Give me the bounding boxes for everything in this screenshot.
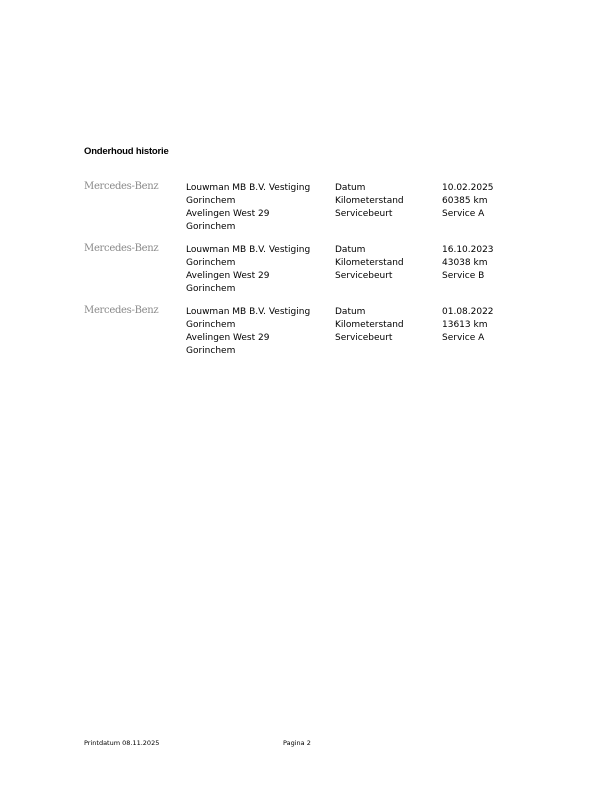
dealer-city: Gorinchem xyxy=(186,346,236,356)
service-value: Service B xyxy=(442,271,485,281)
date-value: 10.02.2025 xyxy=(442,183,494,193)
service-entry xyxy=(84,243,524,299)
dealer-branch: Gorinchem xyxy=(186,258,236,268)
field-values xyxy=(442,244,494,283)
date-value: 01.08.2022 xyxy=(442,307,494,317)
dealer-address xyxy=(186,182,310,234)
service-entry xyxy=(84,305,524,361)
mileage-value: 43038 km xyxy=(442,258,488,268)
dealer-street: Avelingen West 29 xyxy=(186,333,270,343)
dealer-city: Gorinchem xyxy=(186,222,236,232)
date-label: Datum xyxy=(335,183,366,193)
section-title: Onderhoud historie xyxy=(84,146,169,157)
field-values xyxy=(442,306,494,345)
dealer-name: Louwman MB B.V. Vestiging xyxy=(186,183,311,193)
field-labels xyxy=(335,182,404,221)
field-values xyxy=(442,182,494,221)
mercedes-benz-logo: Mercedes-Benz xyxy=(84,305,159,316)
service-value: Service A xyxy=(442,333,485,343)
mileage-label: Kilometerstand xyxy=(335,320,404,330)
mileage-label: Kilometerstand xyxy=(335,258,404,268)
dealer-city: Gorinchem xyxy=(186,284,236,294)
dealer-address xyxy=(186,244,310,296)
service-entry xyxy=(84,181,524,237)
dealer-branch: Gorinchem xyxy=(186,196,236,206)
date-label: Datum xyxy=(335,307,366,317)
date-value: 16.10.2023 xyxy=(442,245,494,255)
mercedes-benz-logo: Mercedes-Benz xyxy=(84,181,159,192)
dealer-name: Louwman MB B.V. Vestiging xyxy=(186,307,311,317)
dealer-branch: Gorinchem xyxy=(186,320,236,330)
field-labels xyxy=(335,244,404,283)
dealer-name: Louwman MB B.V. Vestiging xyxy=(186,245,311,255)
dealer-street: Avelingen West 29 xyxy=(186,209,270,219)
mileage-value: 13613 km xyxy=(442,320,488,330)
service-value: Service A xyxy=(442,209,485,219)
page-number: Pagina 2 xyxy=(283,739,311,747)
date-label: Datum xyxy=(335,245,366,255)
mileage-value: 60385 km xyxy=(442,196,488,206)
print-date: Printdatum 08.11.2025 xyxy=(84,739,160,747)
dealer-address xyxy=(186,306,310,358)
service-label: Servicebeurt xyxy=(335,209,393,219)
dealer-street: Avelingen West 29 xyxy=(186,271,270,281)
mercedes-benz-logo: Mercedes-Benz xyxy=(84,243,159,254)
field-labels xyxy=(335,306,404,345)
service-label: Servicebeurt xyxy=(335,333,393,343)
service-label: Servicebeurt xyxy=(335,271,393,281)
mileage-label: Kilometerstand xyxy=(335,196,404,206)
